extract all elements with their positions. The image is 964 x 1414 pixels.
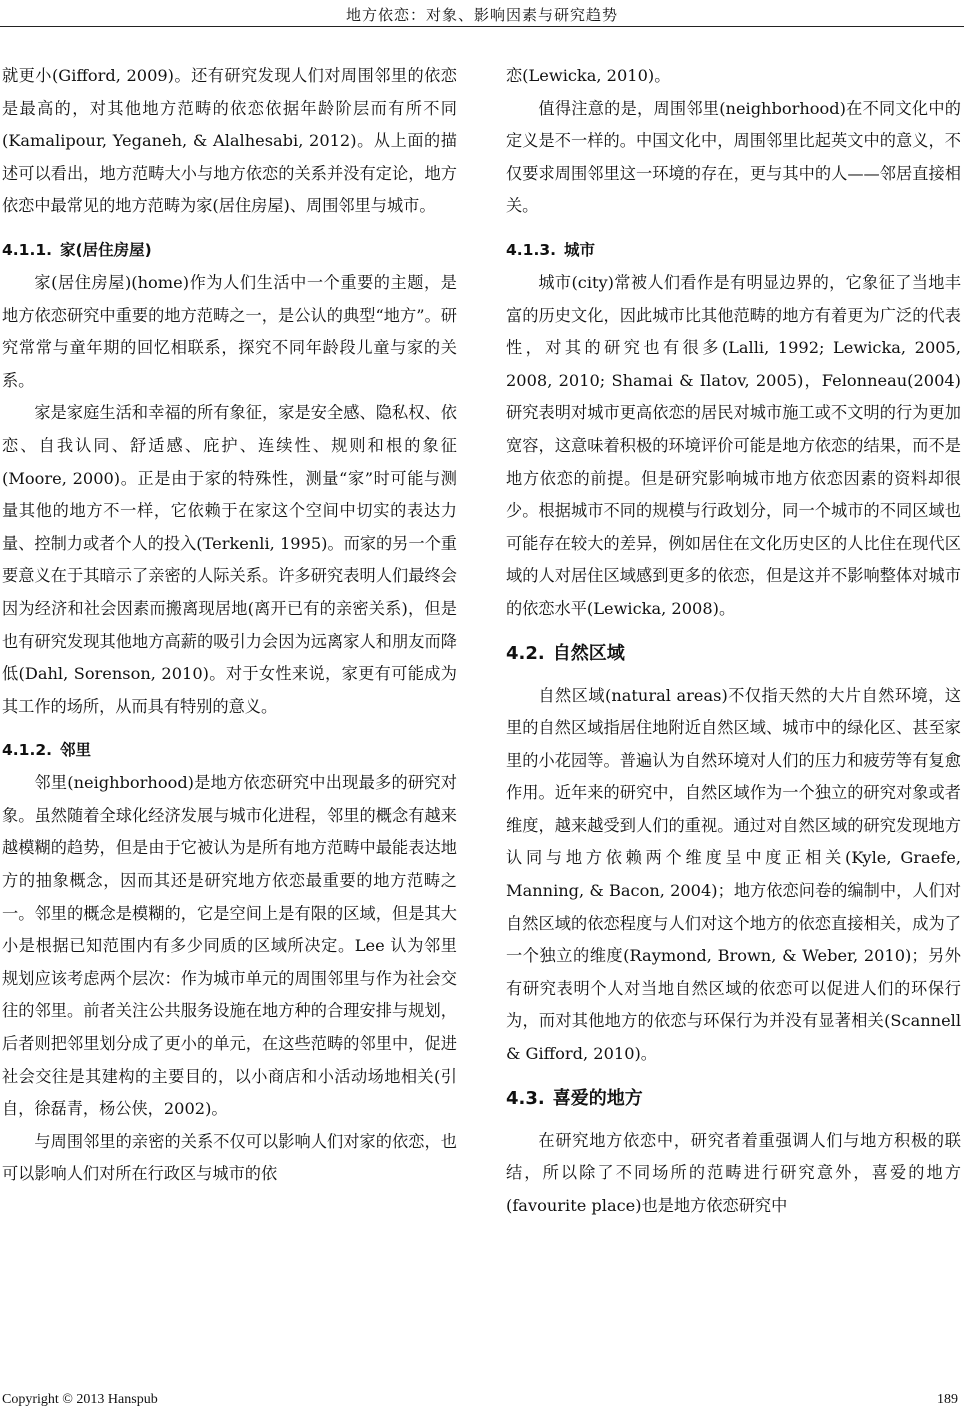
- section-heading-4-1-2: [2, 735, 457, 765]
- left-paragraph-3: 家是家庭生活和幸福的所有象征，家是安全感、隐私权、依恋、自我认同、舒适感、庇护、连续性、规则和根的象征(Moore, 2000)。正是由于家的特殊性，测量“家”时可能与测量其他的地方不一样，它依赖于在家这个空间中切实的表达力量、控制力或者个人的投入(Terkenli, 1995)。而家的另一个重要意义在于其暗示了亲密的人际关系。许多研究表明人们最终会因为经济和社会因素而搬离现居地(离开已有的亲密关系)，但是也有研究发现其他地方高薪的吸引力会因为远离家人和朋友而降低(Dahl, Sorenson, 2010)。对于女性来说，家更有可能成为其工作的场所，从而具有特别的意义。: [2, 403, 457, 716]
- left-paragraph-2: 家(居住房屋)(home)作为人们生活中一个重要的主题，是地方依恋研究中重要的地方范畴之一，是公认的典型“地方”。研究常常与童年期的回忆相联系，探究不同年龄段儿童与家的关系。: [2, 272, 457, 390]
- section-title: 喜爱的地方: [552, 1087, 643, 1109]
- left-paragraph-4: 邻里(neighborhood)是地方依恋研究中出现最多的研究对象。虽然随着全球化经济发展与城市化进程，邻里的概念有越来越模糊的趋势，但是由于它被认为是所有地方范畴中最能表达地方的抽象概念，因而其还是研究地方依恋最重要的地方范畴之一。邻里的概念是模糊的，它是空间上是有限的区域，但是其大小是根据已知范围内有多少同质的区域所决定。Lee 认为邻里规划应该考虑两个层次：作为城市单元的周围邻里与作为社会交往的邻里。前者关注公共服务设施在地方种的合理安排与规划，后者则把邻里划分成了更小的单元，在这些范畴的邻里中，促进社会交往是其建构的主要目的，以小商店和小活动场地相关(引自，徐磊青，杨公侠，2002)。: [2, 773, 457, 1119]
- section-heading-4-3: [506, 1083, 961, 1115]
- section-heading-4-1-3: [506, 235, 961, 265]
- right-paragraph-2: 值得注意的是，周围邻里(neighborhood)在不同文化中的定义是不一样的。中国文化中，周围邻里比起英文中的意义，不仅要求周围邻里这一环境的存在，更与其中的人——邻居直接相关。: [506, 98, 961, 216]
- section-title: 家(居住房屋): [60, 240, 152, 259]
- running-header: 地方依恋：对象、影响因素与研究趋势: [345, 6, 618, 24]
- section-heading-4-2: [506, 638, 961, 670]
- section-number: 4.1.3.: [506, 240, 557, 259]
- right-paragraph-5: 在研究地方依恋中，研究者着重强调人们与地方积极的联结，所以除了不同场所的范畴进行研究意外，喜爱的地方(favourite place)也是地方依恋研究中: [506, 1130, 961, 1215]
- right-paragraph-1: 恋(Lewicka, 2010)。: [506, 66, 671, 85]
- section-number: 4.2.: [506, 642, 545, 664]
- section-number: 4.1.2.: [2, 741, 53, 760]
- section-title: 城市: [564, 240, 596, 259]
- right-column: [506, 60, 961, 1222]
- left-paragraph-1: 就更小(Gifford, 2009)。还有研究发现人们对周围邻里的依恋是最高的，对其他地方范畴的依恋依据年龄阶层而有所不同(Kamalipour, Yeganeh, & Alalhesabi, 2012)。从上面的描述可以看出，地方范畴大小与地方依恋的关系并没有定论，地方依恋中最常见的地方范畴为家(居住房屋)、周围邻里与城市。: [2, 66, 457, 216]
- section-title: 邻里: [60, 741, 92, 760]
- section-number: 4.1.1.: [2, 240, 53, 259]
- page-number: 189: [937, 1392, 958, 1407]
- right-paragraph-4: 自然区域(natural areas)不仅指天然的大片自然环境，这里的自然区域指居住地附近自然区域、城市中的绿化区、甚至家里的小花园等。普遍认为自然环境对人们的压力和疲劳等有复愈作用。近年来的研究中，自然区域作为一个独立的研究对象或者维度，越来越受到人们的重视。通过对自然区域的研究发现地方认同与地方依赖两个维度呈中度正相关(Kyle, Graefe, Manning, & Bacon, 2004)；地方依恋问卷的编制中，人们对自然区域的依恋程度与人们对这个地方的依恋直接相关，成为了一个独立的维度(Raymond, Brown, & Weber, 2010)；另外有研究表明个人对当地自然区域的依恋可以促进人们的环保行为，而对其他地方的依恋与环保行为并没有显著相关(Scannell & Gifford, 2010)。: [506, 685, 961, 1064]
- left-column: [2, 60, 457, 1191]
- section-title: 自然区域: [552, 642, 625, 664]
- copyright-footer: Copyright © 2013 Hanspub: [2, 1392, 158, 1407]
- section-heading-4-1-1: [2, 235, 457, 265]
- header-rule: [0, 26, 964, 27]
- left-paragraph-5: 与周围邻里的亲密的关系不仅可以影响人们对家的依恋，也可以影响人们对所在行政区与城市的依: [2, 1131, 457, 1184]
- right-paragraph-3: 城市(city)常被人们看作是有明显边界的，它象征了当地丰富的历史文化，因此城市比其他范畴的地方有着更为广泛的代表性，对其的研究也有很多(Lalli, 1992; Lewicka, 2005, 2008, 2010; Shamai & Ilatov, 2005)，Felonneau(2004)研究表明对城市更高依恋的居民对城市施工或不文明的行为更加宽容，这意味着积极的环境评价可能是地方依恋的结果，而不是地方依恋的前提。但是研究影响城市地方依恋因素的资料却很少。根据城市不同的规模与行政划分，同一个城市的不同区域也可能存在较大的差异，例如居住在文化历史区的人比住在现代区域的人对居住区域感到更多的依恋，但是这并不影响整体对城市的依恋水平(Lewicka, 2008)。: [506, 272, 961, 618]
- section-number: 4.3.: [506, 1087, 545, 1109]
